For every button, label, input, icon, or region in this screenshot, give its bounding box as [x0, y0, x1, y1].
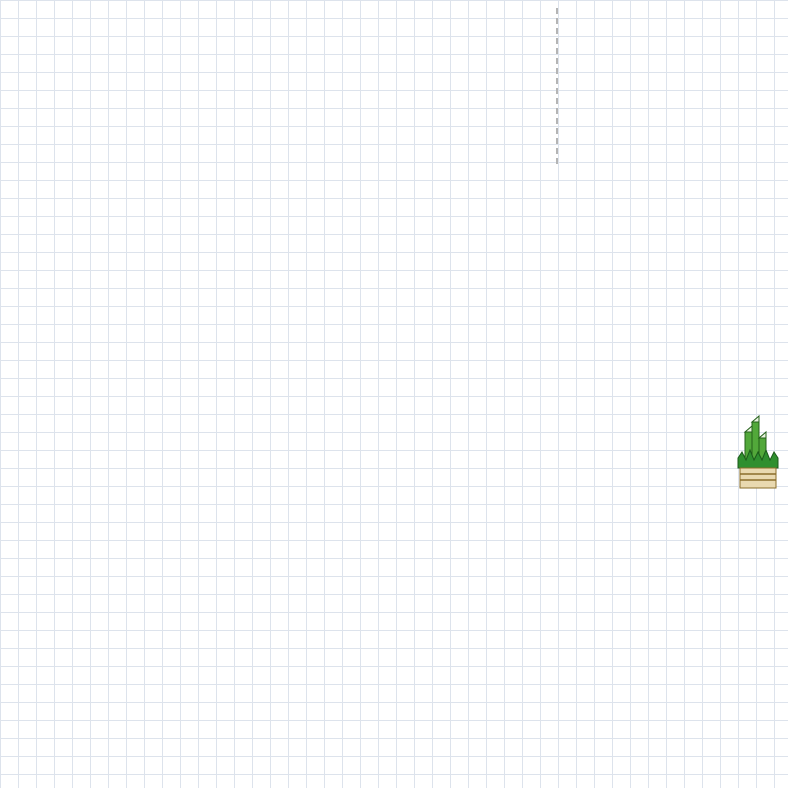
article-upper — [18, 192, 704, 490]
kadomatsu-icon — [736, 408, 780, 490]
article-lower — [0, 512, 784, 788]
pink-wave-divider — [0, 494, 788, 508]
orange-wave-divider — [0, 172, 788, 186]
issue-info — [572, 12, 576, 31]
header-divider — [556, 8, 558, 164]
